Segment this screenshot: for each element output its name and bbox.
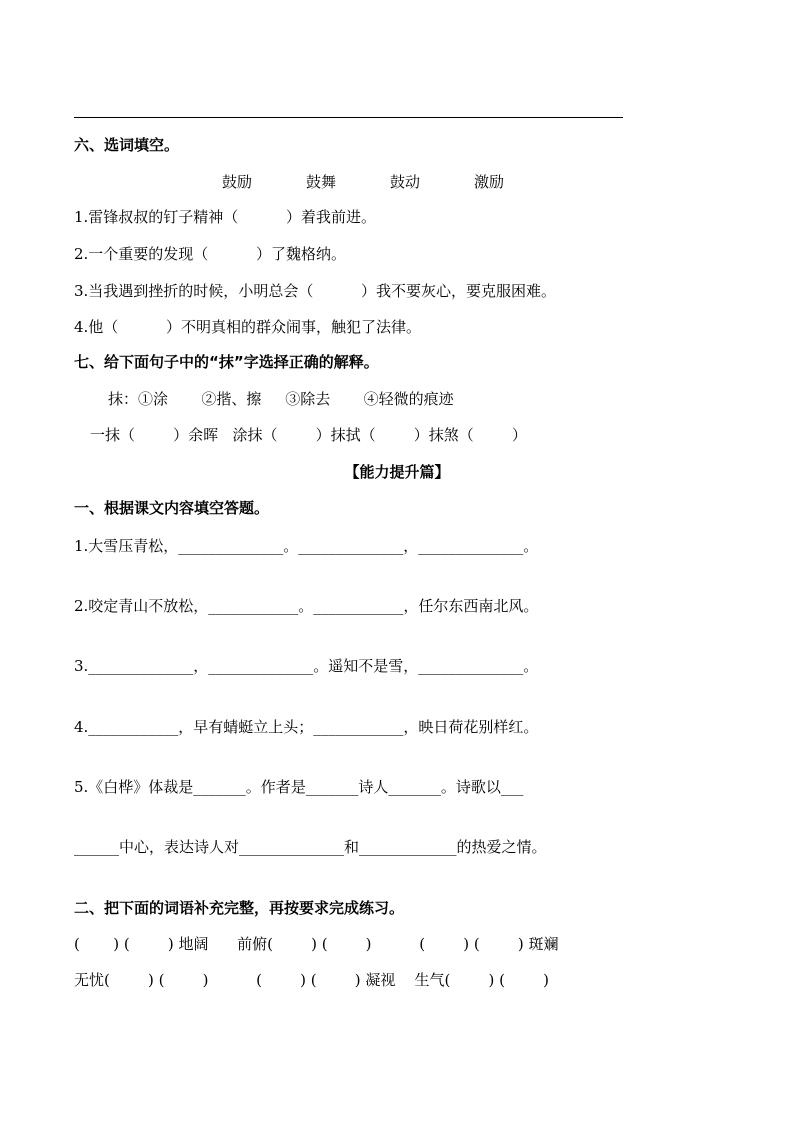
section7-heading: 七、给下面句子中的“抹”字选择正确的解释。 (74, 353, 379, 371)
option-1: 鼓励 (222, 173, 253, 191)
advanced-title: 【能力提升篇】 (344, 463, 450, 481)
question-4: 4.____________，早有蜻蜓立上头；____________，映日荷花别样红。 (74, 718, 539, 736)
option-4: 激励 (474, 173, 505, 191)
advanced-section1-heading: 一、根据课文内容填空答题。 (74, 499, 270, 517)
advanced-section2-heading: 二、把下面的词语补充完整，再按要求完成练习。 (74, 899, 405, 917)
section7-blanks: 一抹（ ）余晖 涂抹（ ）抹拭（ ）抹煞（ ） (90, 426, 527, 444)
word-completion-row-1: ( ) ( ) 地阔 前俯( ) ( ) ( ) ( ) 斑斓 (74, 935, 559, 953)
word-options (74, 172, 505, 192)
question-5-part-1: 5.《白桦》体裁是_______。作者是_______诗人_______。诗歌以___ (74, 778, 524, 796)
section6-item-4: 4.他（ ）不明真相的群众闹事，触犯了法律。 (74, 318, 421, 336)
section6-item-2: 2.一个重要的发现（ ）了魏格纳。 (74, 245, 346, 263)
question-5-part-2: ______中心，表达诗人对______________和_____________的热爱之情。 (74, 838, 547, 856)
word-completion-row-2: 无忧( ) ( ) ( ) ( ) 凝视 生气( ) ( ) (74, 971, 549, 989)
option-2: 鼓舞 (306, 173, 337, 191)
question-1: 1.大雪压青松，______________。______________，______________。 (74, 537, 539, 555)
top-rule (74, 117, 623, 118)
section6-heading: 六、选词填空。 (74, 136, 180, 154)
option-3: 鼓动 (390, 173, 421, 191)
section6-item-3: 3.当我遇到挫折的时候，小明总会（ ）我不要灰心，要克服困难。 (74, 282, 556, 300)
question-2: 2.咬定青山不放松，____________。____________，任尔东西南北风。 (74, 597, 539, 615)
section6-item-1: 1.雷锋叔叔的钉子精神（ ）着我前进。 (74, 208, 376, 226)
question-3: 3.______________，______________。遥知不是雪，______________。 (74, 657, 539, 675)
section7-meanings: 抹：①涂 ②揩、擦 ③除去 ④轻微的痕迹 (108, 390, 454, 408)
